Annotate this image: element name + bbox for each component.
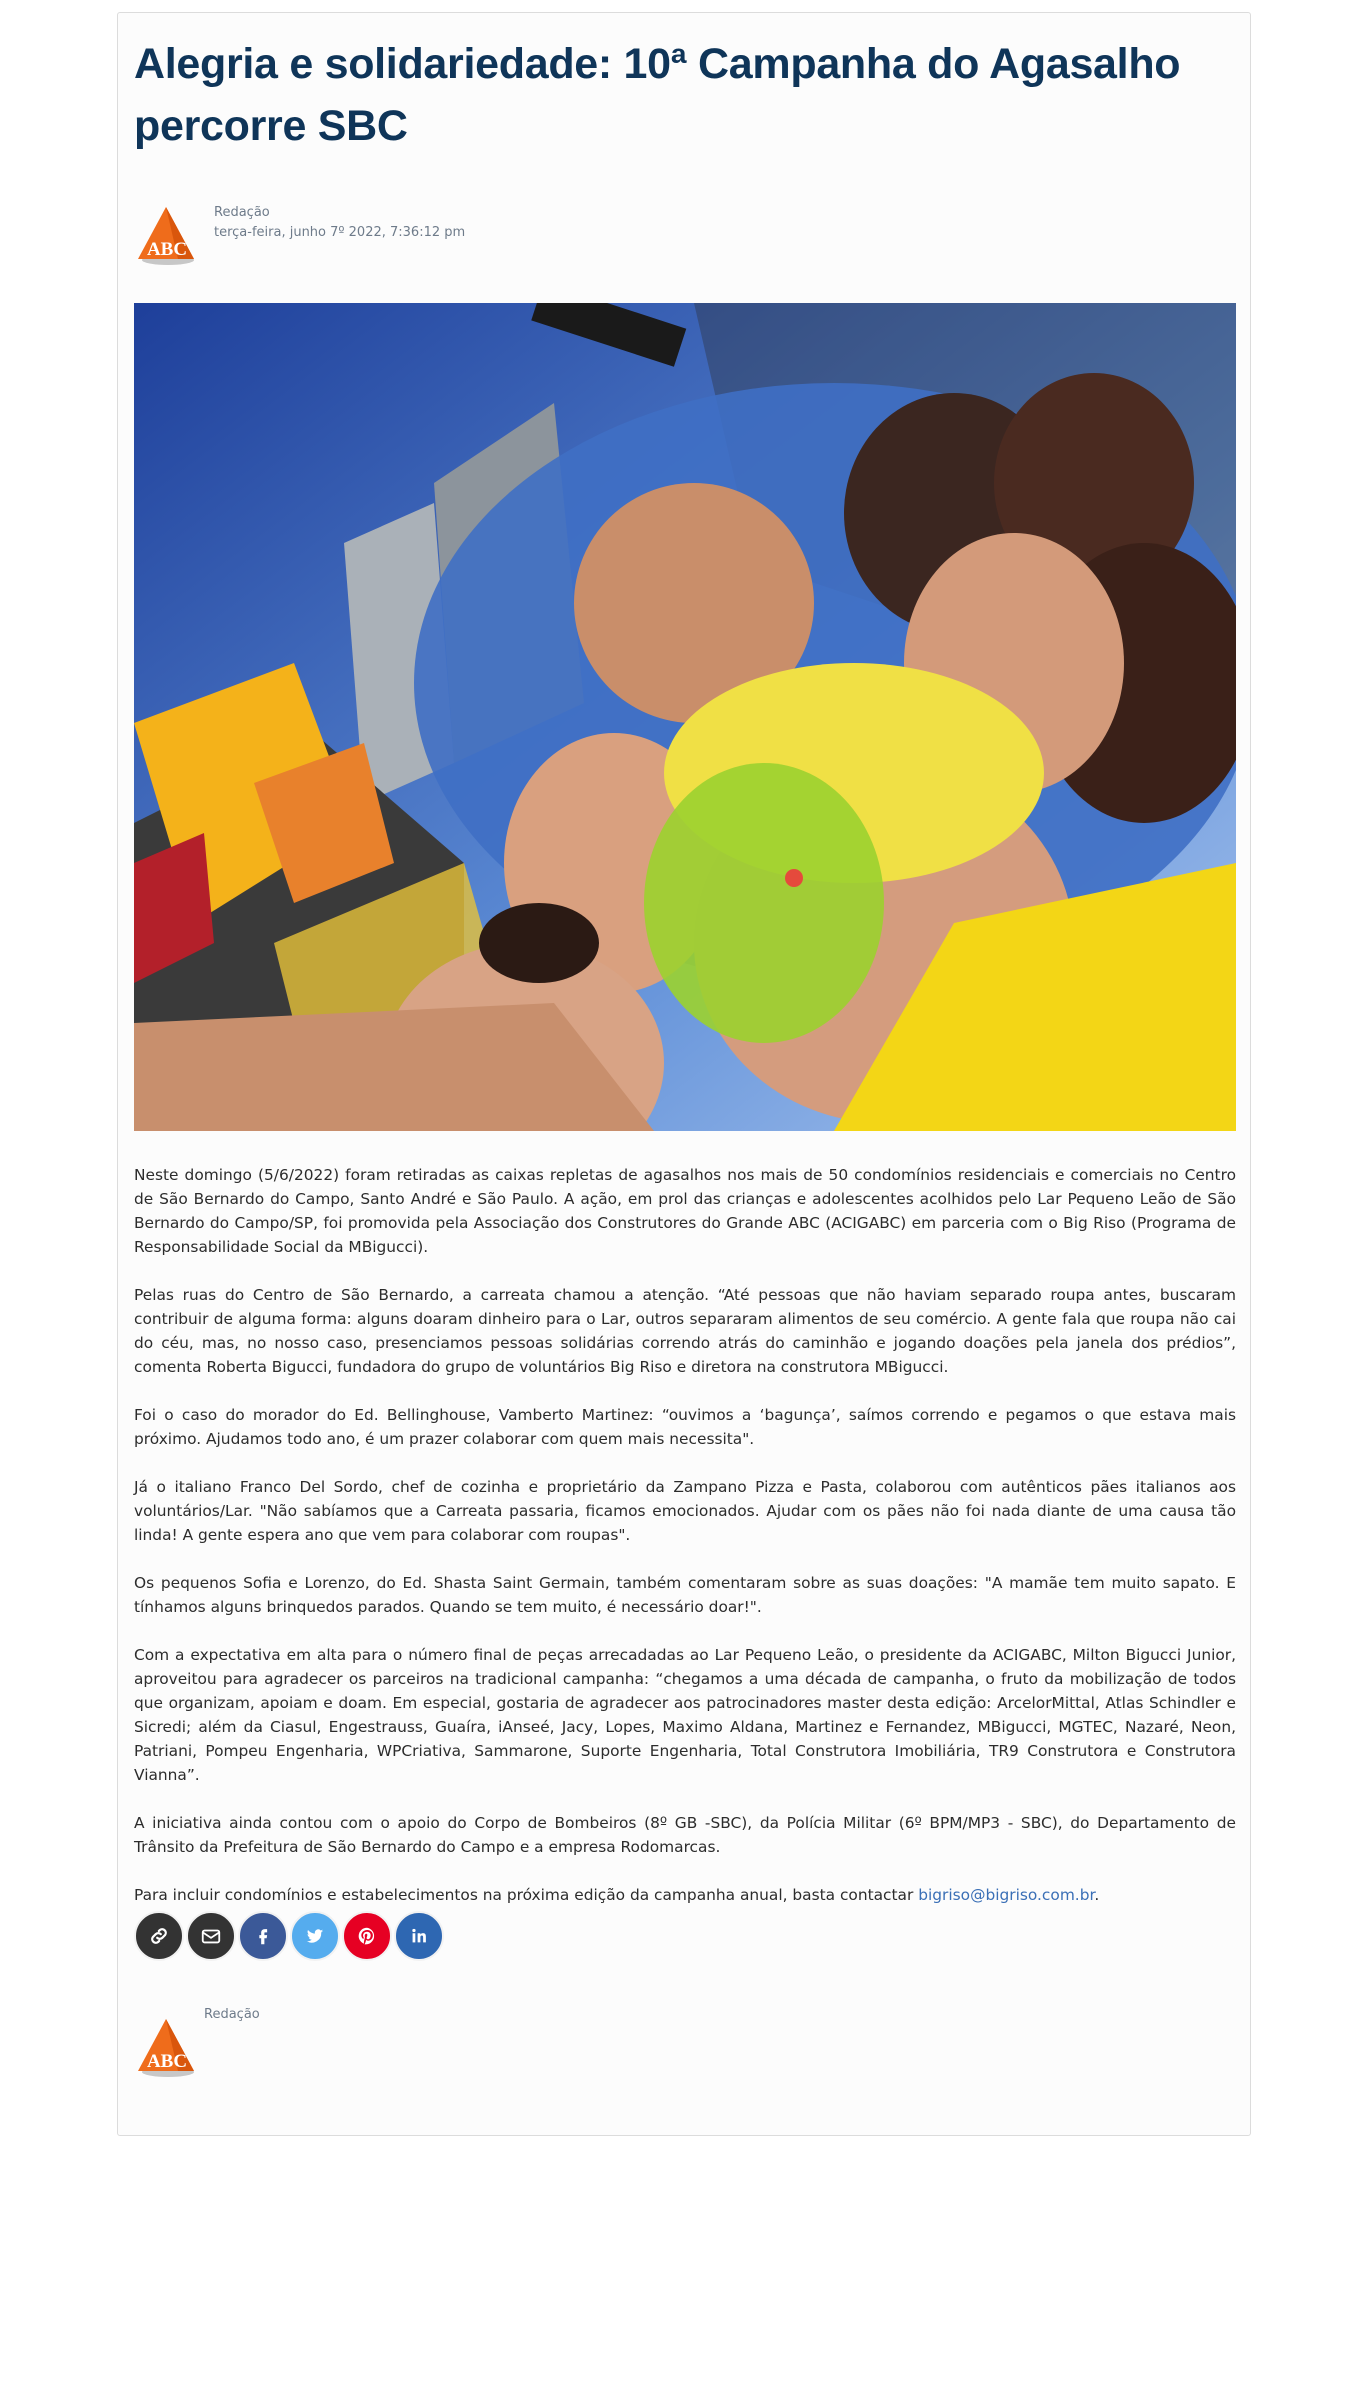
- share-facebook-button[interactable]: [238, 1911, 288, 1961]
- pinterest-icon: [356, 1925, 378, 1947]
- link-icon: [148, 1925, 170, 1947]
- paragraph: Neste domingo (5/6/2022) foram retiradas as caixas repletas de agasalhos nos mais de 50 condomínios residenciais e comerciais no Centro de São Bernardo do Campo, Santo André e São Paulo. A ação, em prol das crianças e adolescentes acolhidos pelo Lar Pequeno Leão de São Bernardo do Campo/SP, foi promovida pela Associação dos Construtores do Grande ABC (ACIGABC) em parceria com o Big Riso (Programa de Responsabilidade Social da MBigucci).: [134, 1166, 1236, 1256]
- author-footer-name[interactable]: Redação: [204, 2007, 260, 2022]
- article-card: [117, 12, 1251, 2136]
- twitter-icon: [304, 1925, 326, 1947]
- share-link-button[interactable]: [134, 1911, 184, 1961]
- paragraph: Foi o caso do morador do Ed. Bellinghouse, Vamberto Martinez: “ouvimos a ‘bagunça’, saímos correndo e pegamos o que estava mais próximo. Ajudamos todo ano, é um prazer colaborar com quem mais necessita".: [134, 1406, 1236, 1448]
- page-title: Alegria e solidariedade: 10ª Campanha do Agasalho percorre SBC: [134, 40, 1181, 150]
- contact-suffix: .: [1094, 1886, 1100, 1904]
- facebook-icon: [252, 1925, 274, 1947]
- svg-text:ABC: ABC: [146, 2051, 188, 2072]
- paragraph: Com a expectativa em alta para o número final de peças arrecadadas ao Lar Pequeno Leão, o presidente da ACIGABC, Milton Bigucci Junior, aproveitou para agradecer os parceiros na tradicional campanha: “chegamos a uma década de campanha, o fruto da mobilização de todos que organizam, apoiam e doam. Em especial, gostaria de agradecer aos patrocinadores master desta edição: ArcelorMittal, Atlas Schindler e Sicredi; além da Ciasul, Engestrauss, Guaíra, iAnseé, Jacy, Lopes, Maximo Aldana, Martinez e Fernandez, MBigucci, MGTEC, Nazaré, Neon, Patriani, Pompeu Engenharia, WPCriativa, Sammarone, Suporte Engenharia, Total Construtora Imobiliária, TR9 Construtora e Construtora Vianna”.: [134, 1646, 1236, 1784]
- abc-logo-icon[interactable]: [134, 2015, 198, 2079]
- contact-email-link[interactable]: bigriso@bigriso.com.br: [918, 1886, 1095, 1904]
- contact-text: Para incluir condomínios e estabelecimentos na próxima edição da campanha anual, basta contactar: [134, 1886, 919, 1904]
- share-bar: [134, 1911, 1236, 1965]
- article-body: [134, 1163, 1236, 1931]
- paragraph: Já o italiano Franco Del Sordo, chef de cozinha e proprietário da Zampano Pizza e Pasta, colaborou com autênticos pães italianos aos voluntários/Lar. "Não sabíamos que a Carreata passaria, ficamos emocionados. Ajudar com os pães não foi nada diante de uma causa tão linda! A gente espera ano que vem para colaborar com roupas".: [134, 1478, 1236, 1544]
- paragraph: A iniciativa ainda contou com o apoio do Corpo de Bombeiros (8º GB -SBC), da Polícia Militar (6º BPM/MP3 - SBC), do Departamento de Trânsito da Prefeitura de São Bernardo do Campo e a empresa Rodomarcas.: [134, 1814, 1236, 1856]
- author-block: [134, 189, 1236, 269]
- paragraph: Pelas ruas do Centro de São Bernardo, a carreata chamou a atenção. “Até pessoas que não haviam separado roupa antes, buscaram contribuir de alguma forma: alguns doaram dinheiro para o Lar, outros separaram alimentos de seu comércio. A gente fala que roupa não cai do céu, mas, no nosso caso, presenciamos pessoas solidárias correndo atrás do caminhão e jogando doações pela janela dos prédios”, comenta Roberta Bigucci, fundadora do grupo de voluntários Big Riso e diretora na construtora MBigucci.: [134, 1286, 1236, 1376]
- paragraph: Os pequenos Sofia e Lorenzo, do Ed. Shasta Saint Germain, também comentaram sobre as suas doações: "A mamãe tem muito sapato. E tínhamos alguns brinquedos parados. Quando se tem muito, é necessário doar!".: [134, 1574, 1236, 1616]
- share-pinterest-button[interactable]: [342, 1911, 392, 1961]
- contact-paragraph: [134, 1883, 1236, 1907]
- linkedin-icon: [408, 1925, 430, 1947]
- svg-text:ABC: ABC: [146, 239, 188, 260]
- publish-date: terça-feira, junho 7º 2022, 7:36:12 pm: [214, 225, 466, 240]
- email-icon: [200, 1925, 222, 1947]
- abc-logo-icon[interactable]: [134, 203, 198, 267]
- share-linkedin-button[interactable]: [394, 1911, 444, 1961]
- author-footer: [134, 2003, 1236, 2083]
- article-photo: [134, 303, 1236, 1131]
- share-twitter-button[interactable]: [290, 1911, 340, 1961]
- share-email-button[interactable]: [186, 1911, 236, 1961]
- author-name[interactable]: Redação: [214, 205, 270, 220]
